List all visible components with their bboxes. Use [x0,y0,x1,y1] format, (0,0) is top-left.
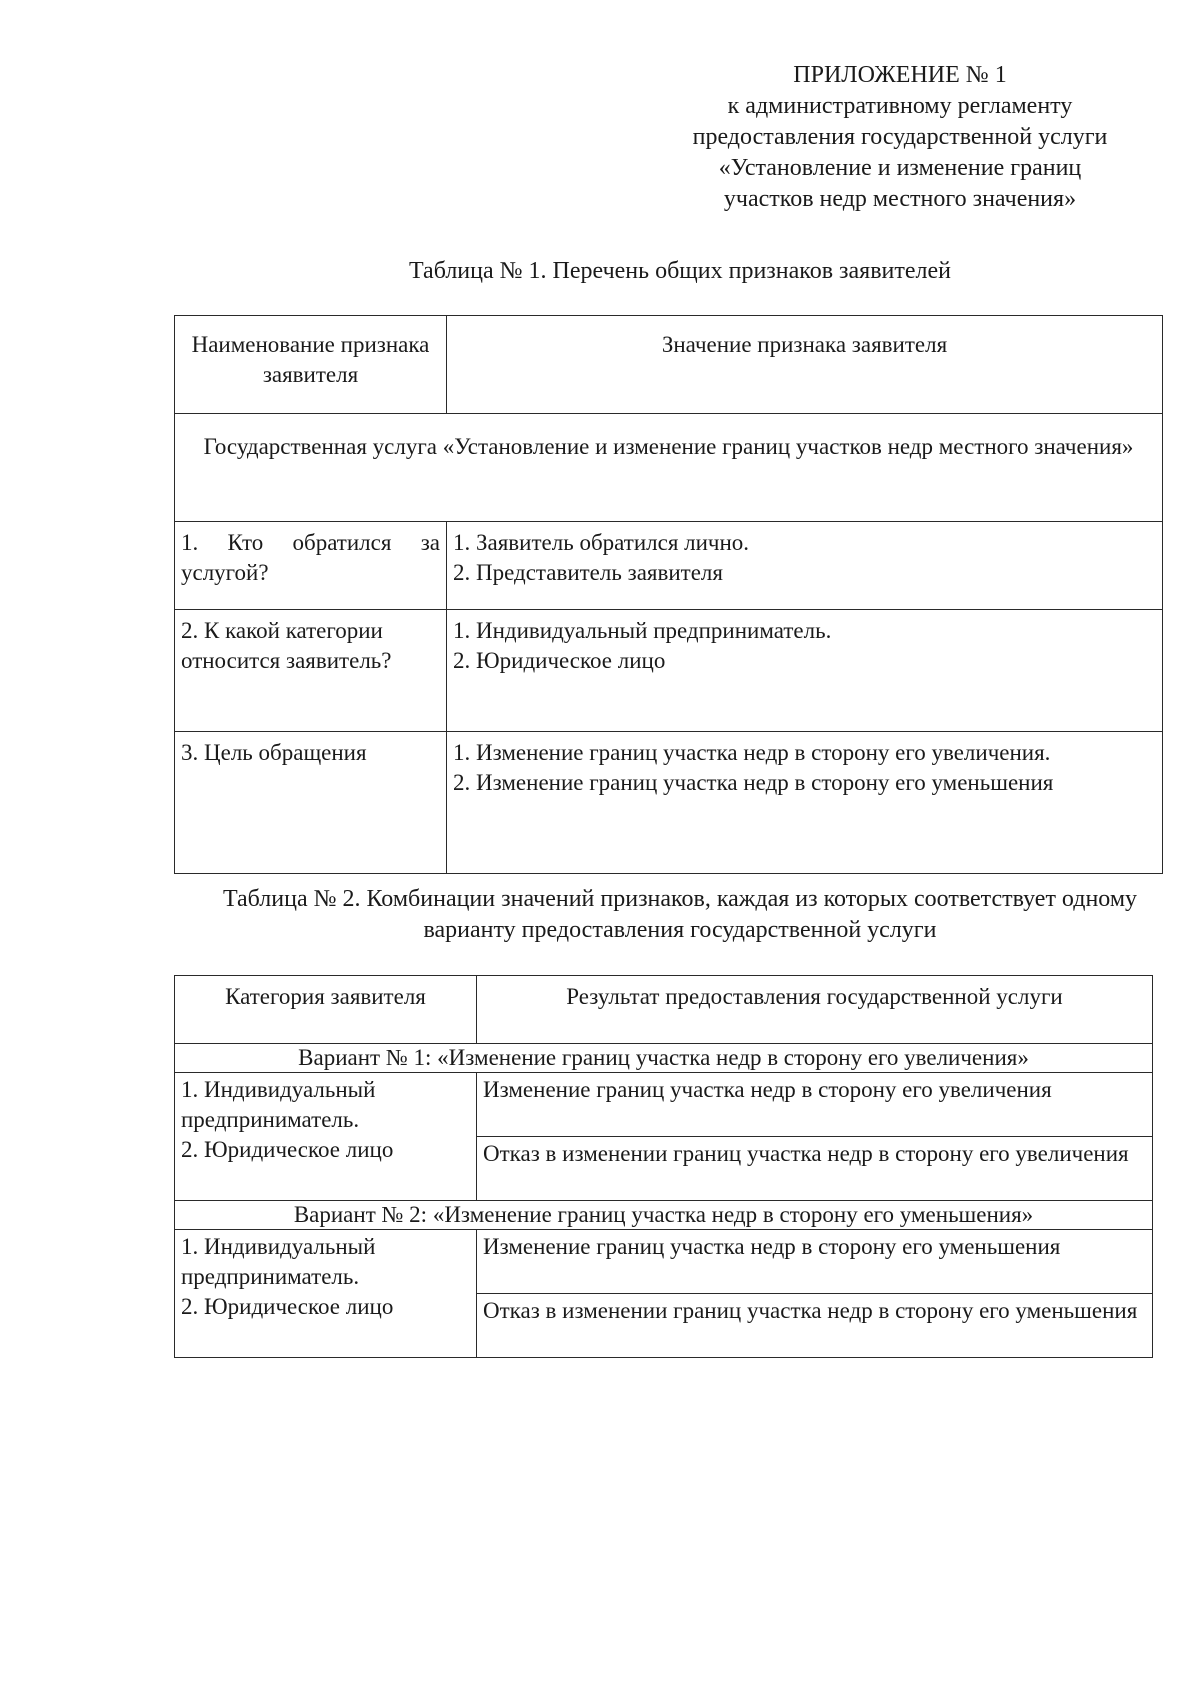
variant-title: Вариант № 2: «Изменение границ участка недр в сторону его уменьшения» [175,1201,1153,1230]
attribute-value: 2. Представитель заявителя [453,560,723,585]
table-row [175,732,1163,874]
table1-caption: Таблица № 1. Перечень общих признаков заявителей [408,258,952,284]
appendix-line: предоставления государственной услуги [692,124,1108,150]
variant-title-row [175,1201,1153,1230]
appendix-line: «Установление и изменение границ [718,155,1082,181]
header-cell-attribute-value: Значение признака заявителя [447,316,1163,414]
attribute-name-cell: 2. К какой категории относится заявитель? [175,610,447,732]
variant-title: Вариант № 1: «Изменение границ участка недр в сторону его увеличения» [175,1044,1153,1073]
applicant-category: 1. Индивидуальный предприниматель. [181,1077,376,1132]
table-row [175,1230,1153,1294]
applicant-category: 2. Юридическое лицо [181,1294,394,1319]
variant-title-row [175,1044,1153,1073]
result-cell: Изменение границ участка недр в сторону его увеличения [477,1073,1153,1137]
appendix-line: участков недр местного значения» [723,186,1077,212]
attribute-values-cell [447,522,1163,610]
service-name-cell: Государственная услуга «Установление и изменение границ участков недр местного значения» [175,414,1163,522]
appendix-title: ПРИЛОЖЕНИЕ № 1 [793,62,1007,88]
attribute-value: 1. Индивидуальный предприниматель. [453,618,832,643]
table-row [175,610,1163,732]
table2-caption: Таблица № 2. Комбинации значений признаков, каждая из которых соответствует одному варианту предоставления государственной услуги [222,886,1138,943]
table-row [175,522,1163,610]
result-cell: Отказ в изменении границ участка недр в сторону его увеличения [477,1137,1153,1201]
table-group-row [175,414,1163,522]
attribute-value: 2. Юридическое лицо [453,648,666,673]
result-cell: Изменение границ участка недр в сторону его уменьшения [477,1230,1153,1294]
applicant-category-cell [175,1230,477,1358]
table2-variant-combinations [174,975,1153,1358]
header-cell-category: Категория заявителя [175,976,477,1044]
result-cell: Отказ в изменении границ участка недр в сторону его уменьшения [477,1294,1153,1358]
attribute-value: 1. Изменение границ участка недр в сторону его увеличения. [453,740,1051,765]
table1-applicant-attributes [174,315,1163,874]
header-cell-result: Результат предоставления государственной услуги [477,976,1153,1044]
header-cell-attribute-name: Наименование признака заявителя [175,316,447,414]
attribute-values-cell [447,732,1163,874]
table-header-row [175,976,1153,1044]
attribute-value: 2. Изменение границ участка недр в сторону его уменьшения [453,770,1054,795]
attribute-name-cell: 3. Цель обращения [175,732,447,874]
table-header-row [175,316,1163,414]
appendix-line: к административному регламенту [727,93,1073,119]
applicant-category: 2. Юридическое лицо [181,1137,394,1162]
attribute-value: 1. Заявитель обратился лично. [453,530,750,555]
attribute-values-cell [447,610,1163,732]
applicant-category: 1. Индивидуальный предприниматель. [181,1234,376,1289]
applicant-category-cell [175,1073,477,1201]
attribute-name-cell: 1. Кто обратился за услугой? [175,522,447,610]
appendix-header [640,60,1160,215]
table-row [175,1073,1153,1137]
